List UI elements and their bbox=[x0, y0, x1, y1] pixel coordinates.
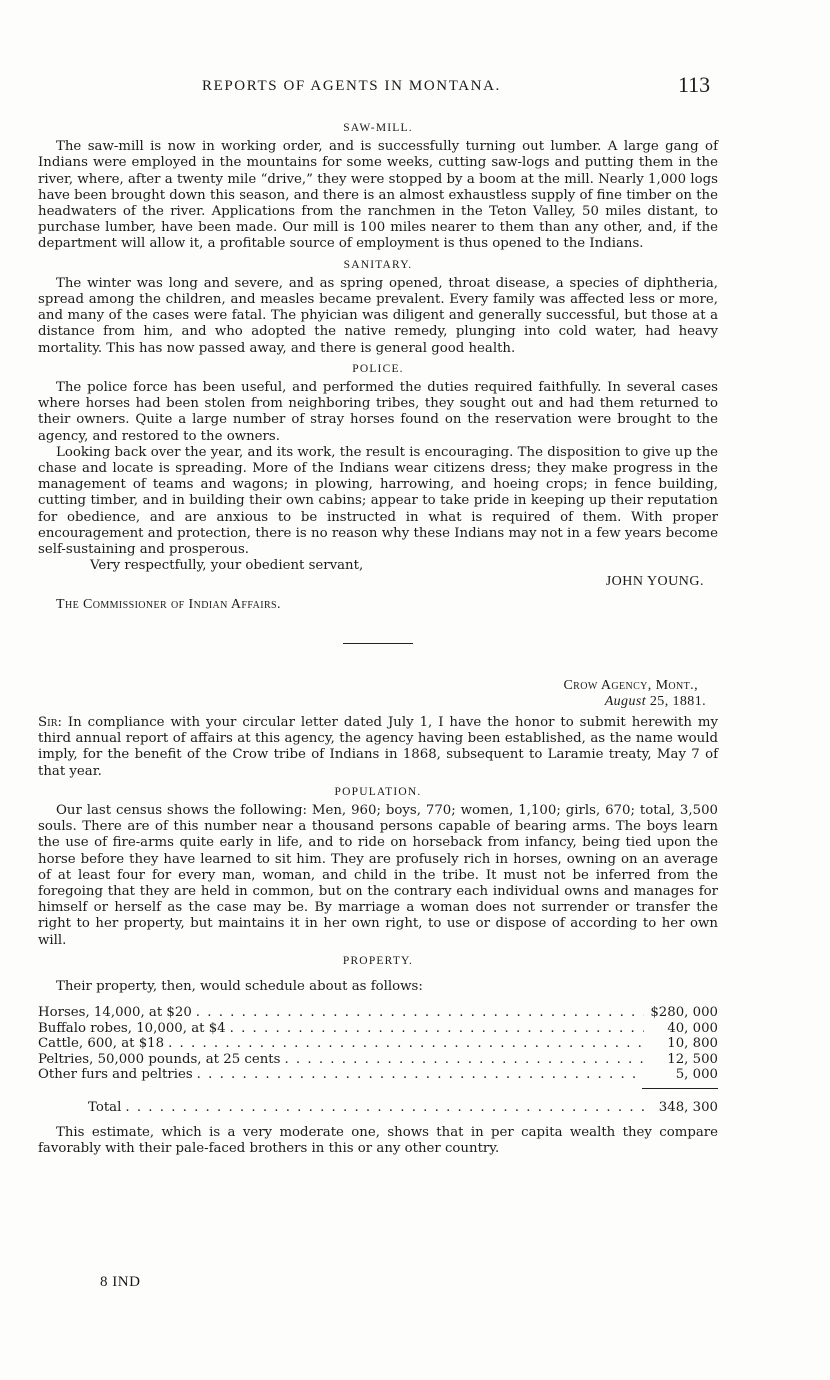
section-heading-police: POLICE. bbox=[352, 362, 404, 375]
schedule-item-label: Other furs and peltries bbox=[38, 1067, 193, 1083]
paragraph-sanitary: The winter was long and severe, and as spring opened, throat disease, a species of diphtheria, spread among the children, and measles became prevalent. Every family was affected less or more, and many of the cases were fatal. The phyician was diligent and generally successful, but those at a distance from him, and who adopted the native remedy, plunging into cold water, had heavy mortality. This has now passed away, and there is general good health. bbox=[38, 275, 718, 356]
salutation: Sir: bbox=[38, 714, 62, 730]
paragraph-property-intro: Their property, then, would schedule about as follows: bbox=[56, 978, 423, 994]
schedule-item-amount: 5, 000 bbox=[675, 1067, 718, 1083]
paragraph-police-1: The police force has been useful, and performed the duties required faithfully. In several cases where horses had been stolen from neighboring tribes, they sought out and had them returned to their owners. Quite a large number of stray horses found on the reservation were brought to the agency, and restored to the owners. bbox=[38, 380, 718, 444]
schedule-total-amount: 348, 300 bbox=[658, 1099, 718, 1115]
leader-dots bbox=[284, 1052, 644, 1068]
schedule-item-label: Buffalo robes, 10,000, at $4 bbox=[38, 1020, 226, 1036]
schedule-row bbox=[38, 1005, 718, 1021]
section-heading-sanitary: SANITARY. bbox=[343, 258, 413, 271]
schedule-item-amount: $280, 000 bbox=[650, 1005, 718, 1021]
schedule-total-label: Total bbox=[88, 1099, 122, 1115]
running-head bbox=[0, 72, 830, 102]
schedule-row bbox=[38, 1067, 718, 1083]
schedule-item-label: Peltries, 50,000 pounds, at 25 cents bbox=[38, 1051, 281, 1067]
section-heading-sawmill: SAW-MILL. bbox=[343, 122, 413, 134]
total-rule bbox=[642, 1088, 718, 1089]
leader-dots bbox=[125, 1100, 644, 1116]
paragraph-police-2: Looking back over the year, and its work, the result is encouraging. The disposition to give up the chase and locate is spreading. More of the Indians wear citizens dress; they make progress in the management of teams and wagons; in plowing, harrowing, and hoeing crops; in fence building, cutting timber, and in building their own cabins; appear to take pride in keeping up their reputation for obedience, and are anxious to be instructed in what is required of them. With proper encouragement and protection, there is no reason why these Indians may not in a few years become self-sustaining and prosperous. bbox=[38, 444, 718, 558]
dateline-day-year: 25, 1881. bbox=[646, 693, 706, 709]
paragraph-intro bbox=[38, 715, 718, 780]
dateline-date bbox=[38, 694, 706, 710]
schedule-row bbox=[38, 1036, 718, 1052]
signature-john-young: JOHN YOUNG. bbox=[605, 574, 704, 590]
paragraph-population: Our last census shows the following: Men, 960; boys, 770; women, 1,100; girls, 670; total, 3,500 souls. There are of this number near a thousand persons capable of bearing arms. The boys learn the use of fire-arms quite early in life, and to ride on horseback from infancy, being tied upon the horse before they have learned to sit him. They are profusely rich in horses, owning on an average of at least four for every man, woman, and child in the tribe. It must not be inferred from the foregoing that they are held in common, but on the contrary each individual owns and manages for himself or herself as the case may be. By marriage a woman does not surrender or transfer the right to her property, but maintains it in her own right, to use or dispose of according to her own will. bbox=[38, 802, 718, 948]
schedule-item-amount: 12, 500 bbox=[667, 1051, 718, 1067]
schedule-item-label: Horses, 14,000, at $20 bbox=[38, 1005, 192, 1021]
schedule-row bbox=[38, 1021, 718, 1037]
addressee: The Commissioner of Indian Affairs. bbox=[56, 596, 281, 612]
dateline-place: Crow Agency, Mont., bbox=[563, 677, 698, 693]
leader-dots bbox=[168, 1036, 644, 1052]
schedule-item-amount: 40, 000 bbox=[667, 1020, 718, 1036]
letter-closing: Very respectfully, your obedient servant, bbox=[90, 558, 364, 574]
schedule-item-label: Cattle, 600, at $18 bbox=[38, 1036, 165, 1052]
leader-dots bbox=[196, 1005, 644, 1021]
section-divider bbox=[343, 643, 413, 644]
paragraph-sawmill: The saw-mill is now in working order, and is successfully turning out lumber. A large gang of Indians were employed in the mountains for some weeks, cutting saw-logs and putting them in the river, where, after a twenty mile “drive,” they were stopped by a boom at the mill. Nearly 1,000 logs have been brought down this season, and there is an almost exhaustless supply of fine timber on the headwaters of the river. Applications from the ranchmen in the Teton Valley, 50 miles distant, to purchase lumber, have been made. Our mill is 100 miles nearer to them than any other, and, if the department will allow it, a profitable source of employment is thus opened to the Indians. bbox=[38, 139, 718, 252]
schedule-row bbox=[38, 1052, 718, 1068]
page-number: 113 bbox=[678, 72, 711, 97]
intro-text: In compliance with your circular letter dated July 1, I have the honor to submit herewith my third annual report of affairs at this agency, the agency having been established, as the name would imply, for the benefit of the Crow tribe of Indians in 1868, subsequent to Laramie treaty, May 7 of that year. bbox=[38, 714, 718, 779]
section-heading-property: PROPERTY. bbox=[342, 954, 414, 967]
running-head-title: REPORTS OF AGENTS IN MONTANA. bbox=[202, 78, 501, 94]
section-heading-population: POPULATION. bbox=[334, 785, 422, 798]
schedule-total-row bbox=[38, 1100, 718, 1116]
dateline-month: August bbox=[604, 693, 646, 709]
signature-mark: 8 IND bbox=[100, 1274, 141, 1290]
leader-dots bbox=[197, 1067, 644, 1083]
property-schedule bbox=[38, 1005, 718, 1115]
paragraph-estimate: This estimate, which is a very moderate one, shows that in per capita wealth they compare favorably with their pale-faced brothers in this or any other country. bbox=[38, 1125, 718, 1157]
body-text bbox=[38, 116, 718, 1158]
dateline bbox=[38, 677, 706, 710]
schedule-item-amount: 10, 800 bbox=[667, 1036, 718, 1052]
leader-dots bbox=[230, 1021, 644, 1037]
